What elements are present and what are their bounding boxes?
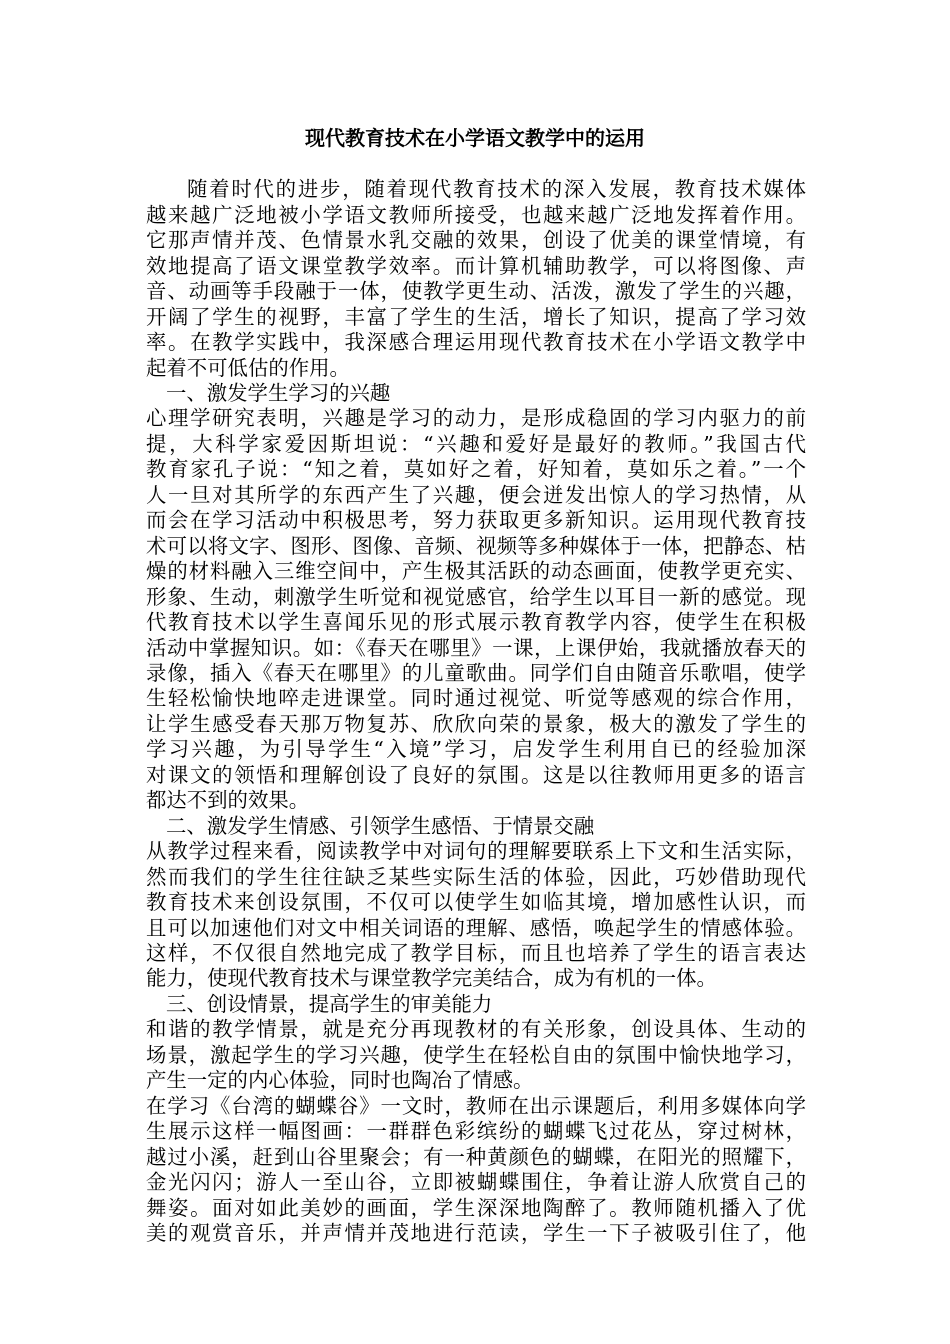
text-line: 教育技术来创设氛围，不仅可以使学生如临其境，增加感性认识，而 [146, 890, 806, 914]
document-title: 现代教育技术在小学语文教学中的运用 [305, 126, 645, 150]
text-line: 教育家孔子说：“知之着，莫如好之着，好知着，莫如乐之着。”一个 [146, 457, 806, 481]
text-line: 舞姿。面对如此美妙的画面，学生深深地陶醉了。教师随机播入了优 [146, 1196, 806, 1220]
text-line: 形象、生动，刺激学生听觉和视觉感官，给学生以耳目一新的感觉。现 [146, 585, 806, 609]
text-line: 起着不可低估的作用。 [146, 356, 350, 380]
text-line: 这样，不仅很自然地完成了教学目标，而且也培养了学生的语言表达 [146, 941, 806, 965]
text-line: 随着时代的进步，随着现代教育技术的深入发展，教育技术媒体 [187, 177, 806, 201]
text-line: 心理学研究表明，兴趣是学习的动力，是形成稳固的学习内驱力的前 [146, 406, 806, 430]
text-line: 生展示这样一幅图画：一群群色彩缤纷的蝴蝶飞过花丛，穿过树林， [146, 1119, 806, 1143]
text-line: 燥的材料融入三维空间中，产生极其活跃的动态画面，使教学更充实、 [146, 559, 806, 583]
text-line: 代教育技术以学生喜闻乐见的形式展示教育教学内容，使学生在积极 [146, 610, 806, 634]
text-line: 能力，使现代教育技术与课堂教学完美结合，成为有机的一体。 [146, 966, 717, 990]
text-line: 率。在教学实践中，我深感合理运用现代教育技术在小学语文教学中 [146, 330, 806, 354]
text-line: 对课文的领悟和理解创设了良好的氛围。这是以往教师用更多的语言 [146, 763, 806, 787]
text-line: 活动中掌握知识。如：《春天在哪里》一课，上课伊始，我就播放春天的 [146, 636, 806, 660]
text-line: 产生一定的内心体验，同时也陶冶了情感。 [146, 1068, 534, 1092]
text-line: 越过小溪，赶到山谷里聚会；有一种黄颜色的蝴蝶，在阳光的照耀下， [146, 1145, 806, 1169]
text-line: 学习兴趣，为引导学生“入境”学习，启发学生利用自已的经验加深 [146, 737, 806, 761]
text-line: 提，大科学家爱因斯坦说：“兴趣和爱好是最好的教师。”我国古代 [146, 432, 806, 456]
text-line: 而会在学习活动中积极思考，努力获取更多新知识。运用现代教育技 [146, 508, 806, 532]
text-line: 录像，插入《春天在哪里》的儿童歌曲。同学们自由随音乐歌唱，使学 [146, 661, 806, 685]
section-heading-3: 三、创设情景，提高学生的审美能力 [166, 992, 493, 1016]
text-line: 它那声情并茂、色情景水乳交融的效果，创设了优美的课堂情境，有 [146, 228, 806, 252]
text-line: 都达不到的效果。 [146, 788, 310, 812]
section-heading-1: 一、激发学生学习的兴趣 [166, 381, 391, 405]
text-line: 音、动画等手段融于一体，使教学更生动、活泼，激发了学生的兴趣， [146, 279, 806, 303]
text-line: 效地提高了语文课堂教学效率。而计算机辅助教学，可以将图像、声 [146, 254, 806, 278]
text-line: 术可以将文字、图形、图像、音频、视频等多种媒体于一体，把静态、枯 [146, 534, 806, 558]
text-line: 然而我们的学生往往缺乏某些实际生活的体验，因此，巧妙借助现代 [146, 865, 806, 889]
text-line: 从教学过程来看，阅读教学中对词句的理解要联系上下文和生活实际， [146, 839, 806, 863]
text-line: 人一旦对其所学的东西产生了兴趣，便会迸发出惊人的学习热情，从 [146, 483, 806, 507]
text-line: 在学习《台湾的蝴蝶谷》一文时，教师在出示课题后，利用多媒体向学 [146, 1094, 806, 1118]
text-line: 让学生感受春天那万物复苏、欣欣向荣的景象，极大的激发了学生的 [146, 712, 806, 736]
text-line: 开阔了学生的视野，丰富了学生的生活，增长了知识，提高了学习效 [146, 305, 806, 329]
text-line: 金光闪闪；游人一至山谷，立即被蝴蝶围住，争着让游人欣赏自己的 [146, 1170, 806, 1194]
text-line: 越来越广泛地被小学语文教师所接受，也越来越广泛地发挥着作用。 [146, 203, 806, 227]
text-line: 场景，激起学生的学习兴趣，使学生在轻松自由的氛围中愉快地学习， [146, 1043, 806, 1067]
text-line: 和谐的教学情景，就是充分再现教材的有关形象，创设具体、生动的 [146, 1017, 806, 1041]
section-heading-2: 二、激发学生情感、引领学生感悟、于情景交融 [166, 814, 595, 838]
text-line: 且可以加速他们对文中相关词语的理解、感悟，唤起学生的情感体验。 [146, 916, 806, 940]
text-line: 生轻松愉快地啐走进课堂。同时通过视觉、听觉等感观的综合作用， [146, 686, 806, 710]
text-line: 美的观赏音乐，并声情并茂地进行范读，学生一下子被吸引住了，他 [146, 1221, 806, 1245]
